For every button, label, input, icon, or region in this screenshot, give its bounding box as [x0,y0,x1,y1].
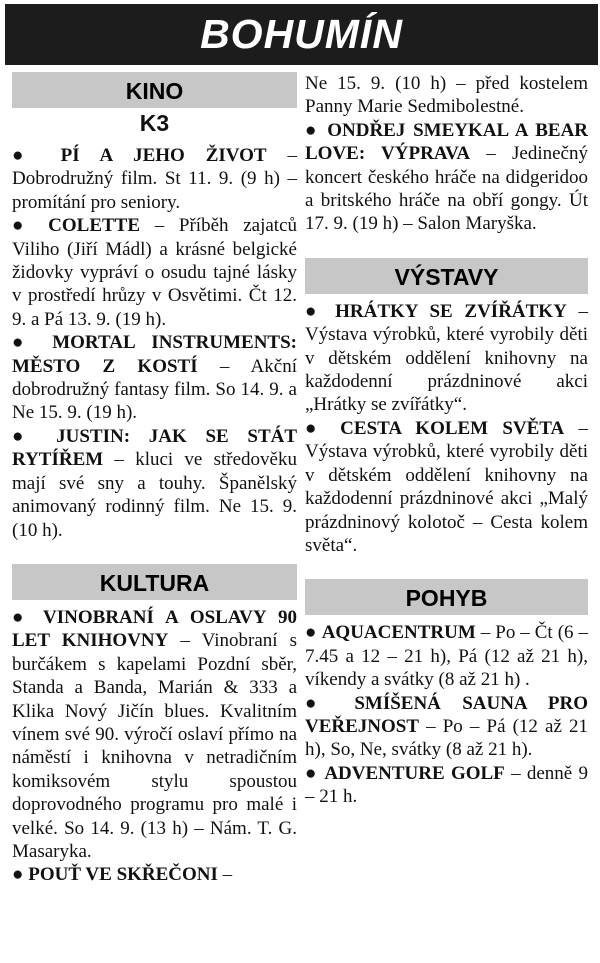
listing-text: – Příběh zajatců Viliho (Jiří Mádl) a krásné belgické židovky vypráví o osudu tajné lásky v prostředí hrůzy v Osvětimi. Čt 12. 9. a Pá 13. 9. (19 h). [12,215,298,330]
bullet-icon: ● [12,215,34,237]
listing-item [12,606,297,863]
section-heading-kultura: KULTURA [12,564,297,600]
masthead-title: BOHUMÍN [200,11,403,57]
listing-item [12,331,297,425]
listing-text: – Po – Čt (6 – 7.45 a 12 – 21 h), Pá (12 až 21 h), víkendy a svátky (8 až 21 h) . [305,622,588,691]
section-heading-pohyb: POHYB [305,579,588,615]
left-column [12,72,297,887]
listing-title: POUŤ VE SKŘEČONI [28,864,218,886]
listing-title: CESTA KOLEM SVĚTA [340,417,565,439]
bullet-icon: ● [305,762,319,784]
listing-item [305,417,588,557]
listing-item [305,119,588,236]
listing-item [305,621,588,691]
bullet-icon: ● [305,417,326,439]
bullet-icon: ● [12,864,24,886]
listing-text: – Akční dobrodružný fantasy film. So 14. 9. a Ne 15. 9. (19 h). [12,355,297,424]
listing-text: – kluci ve středověku mají své sny a touhy. Španělský animovaný rodinný film. Ne 15. 9. (10 h). [12,449,297,541]
bullet-icon: ● [12,606,31,628]
listing-continued-text: Ne 15. 9. (10 h) – před kostelem Panny Marie Sedmibolestné. [305,73,588,118]
listing-item [305,762,588,809]
bullet-icon: ● [305,622,317,644]
listing-title: PÍ A JEHO ŽIVOT [60,145,267,166]
listing-title: SMÍŠENÁ SAUNA PRO VEŘEJNOST [305,692,588,737]
listing-text: – Výstava výrobků, které vyrobily děti v dětském oddělení knihovny na každodenní prázdninové akci „Hrátky se zvířátky“. [305,300,588,416]
listing-title: AQUACENTRUM [321,622,476,644]
bullet-icon: ● [12,332,36,354]
listing-item [12,863,297,886]
bullet-icon: ● [12,145,40,166]
listing-text: – Po – Pá (12 až 21 h), So, Ne, svátky (8 až 21 h). [305,715,588,761]
listing-title: JUSTIN: JAK SE STÁT RYTÍŘEM [12,425,298,471]
listing-text: – [217,864,233,886]
listing-item [305,300,588,417]
right-column [305,72,588,809]
section-heading-vystavy: VÝSTAVY [305,258,588,294]
listing-text: – Dobrodružný film. St 11. 9. (9 h) – promítání pro seniory. [12,145,298,213]
listing-text: – Jedinečný koncert českého hráče na didgeridoo a britského hráče na obří gongy. Út 17. 9. (19 h) – Salon Maryška. [305,143,588,235]
bullet-icon: ● [305,692,334,714]
masthead [5,4,598,65]
listing-item [12,214,297,331]
listing-item [305,692,588,762]
listing-text: – Výstava výrobků, které vyrobily děti v dětském oddělení knihovny na každodenní prázdninové akci „Malý prázdninový kolotoč – Cesta kolem světa“. [305,417,588,556]
listing-title: VINOBRANÍ A OSLAVY 90 LET KNIHOVNY [12,606,298,652]
listing-title: ONDŘEJ SMEYKAL A BEAR LOVE: VÝPRAVA [305,119,589,165]
listing-title: COLETTE [48,215,141,237]
listing-item [12,425,297,542]
section-heading-kino: KINO [12,72,297,108]
listing-title: ADVENTURE GOLF [324,762,505,784]
bullet-icon: ● [12,425,38,447]
listing-item [12,144,297,214]
section-subheading-k3: K3 [139,110,170,136]
listing-text: – denně 9 – 21 h. [305,762,588,808]
listing-text: – Vinobraní s burčákem s kapelami Pozdní sběr, Standa a Banda, Marián & 333 a Klika Nový Jičín blues. Kvalitním vínem své 90. výročí oslaví přímo na náměstí i knihovna v netradičním komiksovém stylu spoustou doprovodného programu pro malé i velké. So 14. 9. (13 h) – Nám. T. G. Masaryka. [12,630,297,862]
listing-title: MORTAL INSTRUMENTS: MĚSTO Z KOSTÍ [12,332,297,377]
bullet-icon: ● [305,119,320,141]
bullet-icon: ● [305,300,324,322]
listing-title: HRÁTKY SE ZVÍŘÁTKY [335,300,567,322]
